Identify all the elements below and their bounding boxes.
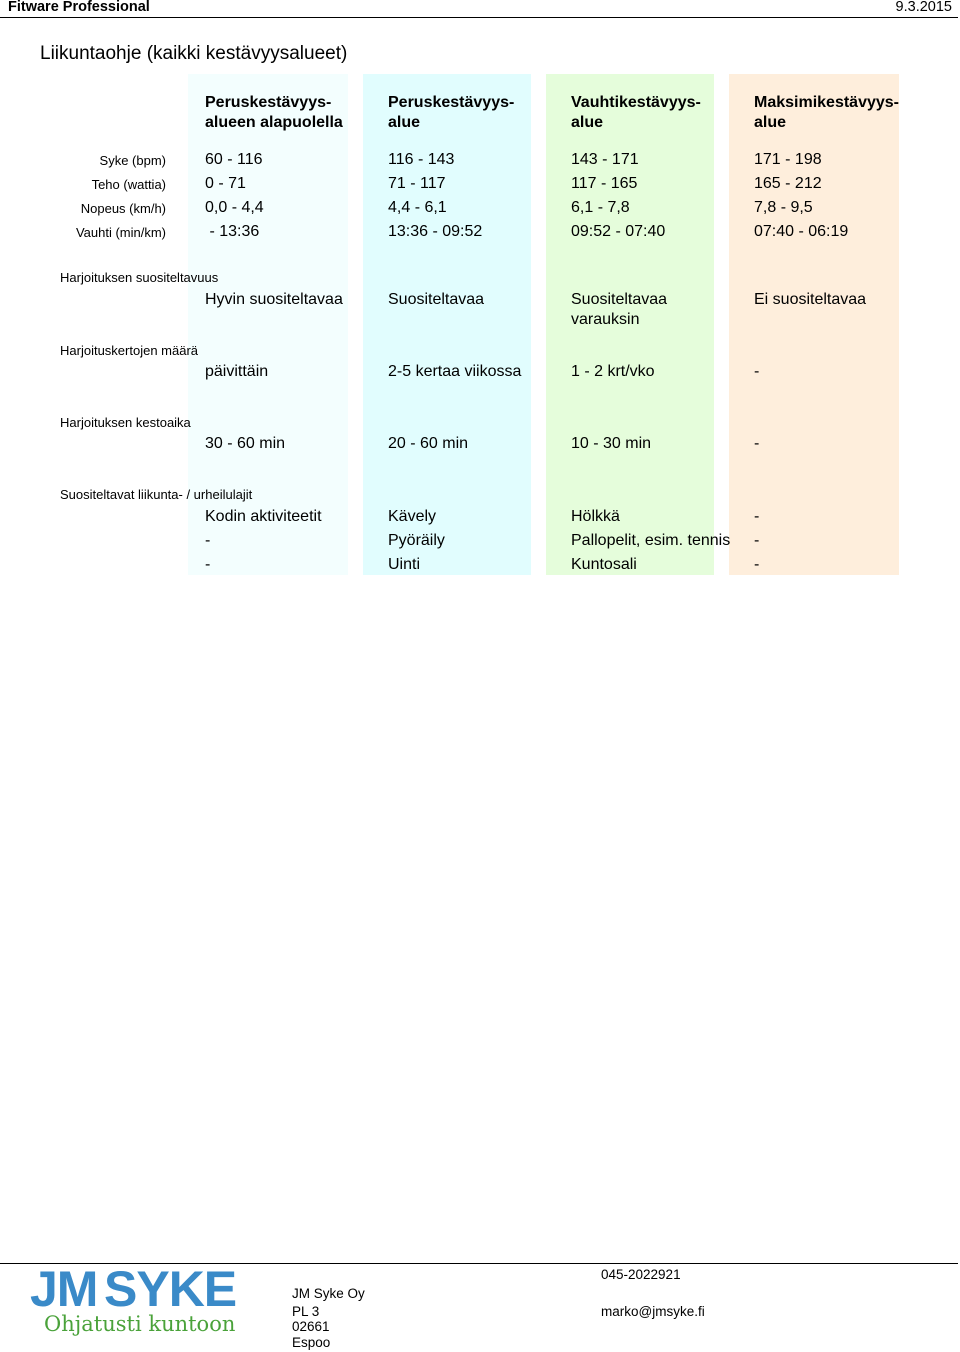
metric-value: 60 - 116 (205, 151, 263, 168)
metric-value: 116 - 143 (388, 151, 455, 168)
recommendation-value-note: varauksin (571, 311, 640, 328)
metric-value: 117 - 165 (571, 175, 638, 192)
zone-header-1 (205, 93, 343, 133)
metric-value: 171 - 198 (754, 151, 822, 168)
footer-phone: 045-2022921 (601, 1267, 681, 1282)
metric-value: 71 - 117 (388, 175, 446, 192)
metric-value: 143 - 171 (571, 151, 639, 168)
zone-header-2-line2: alue (388, 114, 421, 131)
metric-value: 6,1 - 7,8 (571, 199, 630, 216)
frequency-value: - (754, 363, 760, 380)
recommendation-value: Suositeltavaa (571, 291, 668, 308)
metric-value: 7,8 - 9,5 (754, 199, 813, 216)
metric-value: 0,0 - 4,4 (205, 199, 264, 216)
footer-city: Espoo (292, 1335, 331, 1350)
sport-item: Kuntosali (571, 556, 637, 573)
frequency-value: 1 - 2 krt/vko (571, 363, 655, 380)
footer-company: JM Syke Oy (292, 1286, 365, 1301)
frequency-value: päivittäin (205, 363, 269, 380)
frequency-value: 2-5 kertaa viikossa (388, 363, 522, 380)
app-name: Fitware Professional (8, 0, 150, 15)
zone-header-3-line2: alue (571, 114, 604, 131)
sport-item: - (205, 532, 211, 549)
section-label-recommendation: Harjoituksen suositeltavuus (60, 270, 219, 285)
report-date: 9.3.2015 (895, 0, 952, 15)
zone-header-1-line2: alueen alapuolella (205, 114, 343, 131)
zone-header-1-line1: Peruskestävyys- (205, 94, 332, 111)
footer-address: PL 3 (292, 1304, 320, 1319)
duration-value: 30 - 60 min (205, 435, 286, 452)
zone-header-2 (388, 93, 514, 133)
metric-value: 4,4 - 6,1 (388, 199, 447, 216)
duration-value: 20 - 60 min (388, 435, 469, 452)
recommendation-value: Ei suositeltavaa (754, 291, 867, 308)
footer-postal-code: 02661 (292, 1319, 330, 1334)
section-label-frequency: Harjoituskertojen määrä (60, 343, 199, 358)
recommendation-value: Suositeltavaa (388, 291, 485, 308)
metric-value: 07:40 - 06:19 (754, 223, 849, 240)
footer-email[interactable]: marko@jmsyke.fi (601, 1304, 705, 1319)
zone-header-2-line1: Peruskestävyys- (388, 94, 515, 111)
metric-value: 13:36 - 09:52 (388, 223, 483, 240)
sport-item: - (754, 556, 760, 573)
sport-item: Uinti (388, 556, 421, 573)
sport-item: - (205, 556, 211, 573)
header-divider (0, 17, 958, 18)
zone-header-4-line2: alue (754, 114, 787, 131)
sport-item: - (754, 532, 760, 549)
page-title: Liikuntaohje (kaikki kestävyysalueet) (40, 43, 348, 64)
zone-header-4-line1: Maksimikestävyys- (754, 94, 899, 111)
zone-header-4 (754, 93, 899, 133)
logo-jm-text: JM (30, 1261, 98, 1317)
zone-column-4 (729, 74, 899, 575)
duration-value: - (754, 435, 760, 452)
metric-label-pace: Vauhti (min/km) (75, 225, 166, 240)
section-label-duration: Harjoituksen kestoaika (60, 415, 191, 430)
sport-item: Kävely (388, 508, 437, 525)
metric-value: - 13:36 (205, 223, 260, 240)
logo-syke-text: SYKE (104, 1261, 237, 1317)
metric-value: 165 - 212 (754, 175, 822, 192)
metric-label-speed: Nopeus (km/h) (80, 201, 166, 216)
metric-label-power: Teho (wattia) (91, 177, 166, 192)
metric-label-heart-rate: Syke (bpm) (99, 153, 166, 168)
metric-value: 09:52 - 07:40 (571, 223, 666, 240)
sport-item: Kodin aktiviteetit (205, 508, 322, 525)
zone-header-3 (571, 93, 701, 133)
zone-column-2 (363, 74, 531, 575)
sport-item: Pallopelit, esim. tennis (571, 532, 731, 549)
duration-value: 10 - 30 min (571, 435, 652, 452)
zone-header-3-line1: Vauhtikestävyys- (571, 94, 701, 111)
recommendation-value: Hyvin suositeltavaa (205, 291, 343, 308)
sport-item: - (754, 508, 760, 525)
metric-value: 0 - 71 (205, 175, 246, 192)
sport-item: Pyöräily (388, 532, 445, 549)
sport-item: Hölkkä (571, 508, 620, 525)
logo-tagline: Ohjatusti kuntoon (44, 1312, 236, 1336)
section-label-sports: Suositeltavat liikunta- / urheilulajit (60, 487, 253, 502)
